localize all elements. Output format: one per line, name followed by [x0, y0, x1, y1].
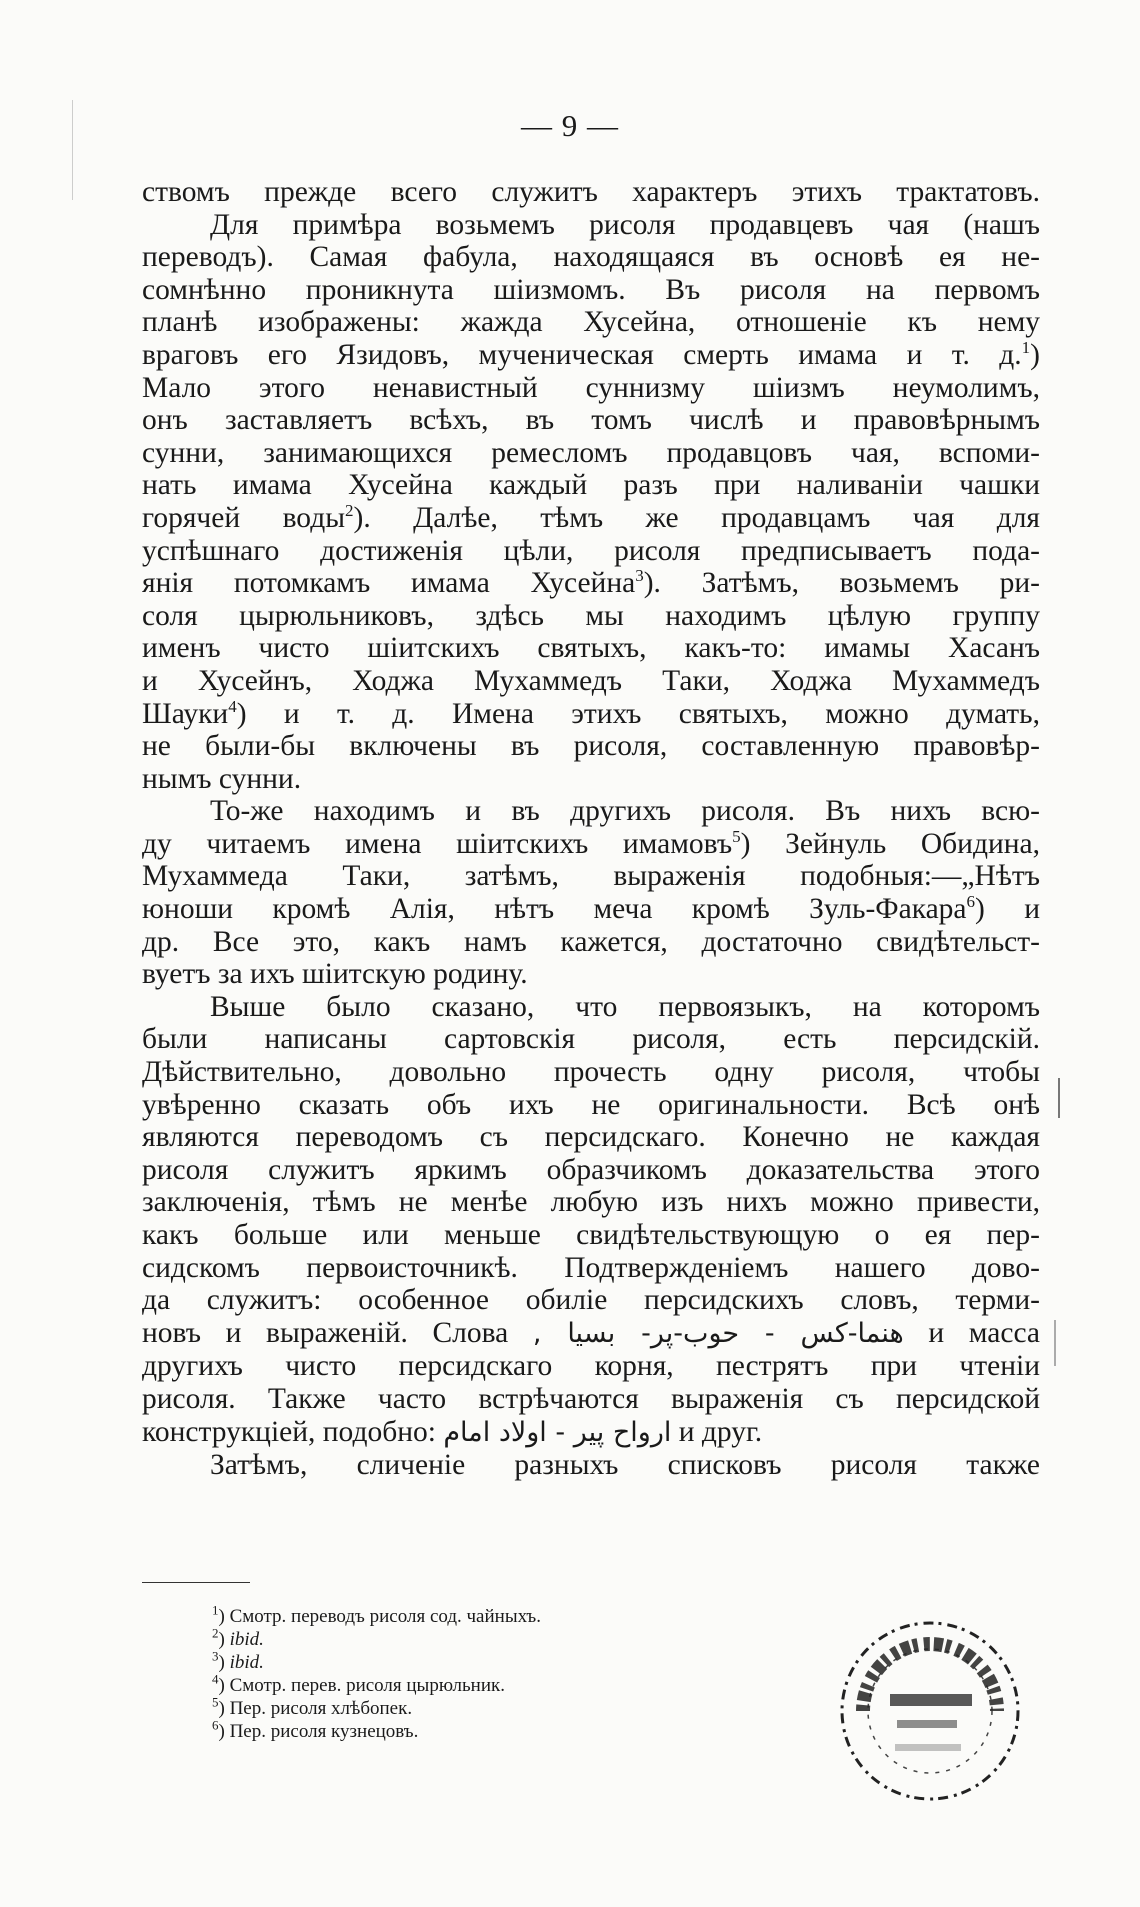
text-fragment: и масса: [928, 1316, 1041, 1349]
footnote-marker: 5: [732, 827, 741, 847]
text-line: да служитъ: особенное обиліе персидскихъ словъ, терми-: [142, 1284, 1040, 1317]
text-line: заключенія, тѣмъ не менѣе любую изъ нихъ можно привести,: [142, 1186, 1040, 1219]
text-line: Мало этого ненавистный суннизму шіизмъ неумолимъ,: [142, 371, 1040, 404]
text-line: [142, 1416, 1040, 1450]
arabic-phrase: ارواح پير - اولاد امام: [443, 1416, 672, 1448]
footnote-text: ibid.: [229, 1629, 264, 1650]
footnote-marker: 4: [228, 696, 237, 716]
text-line: [142, 698, 1040, 731]
text-fragment: ). Далѣе, тѣмъ же продавцамъ чая для: [353, 501, 1041, 534]
text-line: онъ заставляетъ всѣхъ, въ томъ числѣ и правовѣрнымъ: [142, 404, 1040, 437]
text-line: рисоля служитъ яркимъ образчикомъ доказательства этого: [142, 1153, 1040, 1186]
text-fragment: ). Затѣмъ, возьмемъ ри-: [643, 567, 1040, 600]
footnote: $^6$) Пер. рисоля кузнецовъ.: [212, 1717, 419, 1742]
text-line: являются переводомъ съ персидскаго. Конечно не каждая: [142, 1121, 1040, 1154]
text-fragment: ду читаемъ имена шіитскихъ имамовъ: [142, 827, 733, 860]
text-line: [142, 893, 1040, 926]
text-line: вуетъ за ихъ шіитскую родину.: [142, 958, 528, 991]
footnote-number: 1: [212, 1602, 219, 1618]
text-line: увѣренно сказать объ ихъ не оригинальности. Всѣ онѣ: [142, 1088, 1040, 1121]
text-line: [142, 567, 1040, 600]
text-line: Для примѣра возьмемъ рисоля продавцевъ чая (нашъ: [210, 208, 1040, 241]
text-fragment: конструкціей, подобно:: [142, 1415, 436, 1448]
text-line: [142, 502, 1040, 535]
footnote-number: 6: [212, 1717, 219, 1733]
text-line: не были-бы включены въ рисоля, составленную правовѣр-: [142, 730, 1040, 763]
text-line: [142, 828, 1040, 861]
text-fragment: янія потомкамъ имама Хусейна: [142, 567, 636, 600]
margin-mark: [72, 100, 73, 200]
stamp-center-smudge: [895, 1744, 961, 1751]
text-line: ствомъ прежде всего служитъ характеръ этихъ трактатовъ.: [142, 176, 1040, 208]
footnote-divider: [142, 1582, 250, 1583]
text-line: другихъ чисто персидскаго корня, пестрятъ при чтеніи: [142, 1350, 1040, 1383]
footnote-marker: 6: [966, 892, 976, 912]
text-line: какъ больше или меньше свидѣтельствующую о ея пер-: [142, 1219, 1040, 1251]
arabic-words: هنما-كس - حوب-پر- بسيا ,: [532, 1317, 904, 1349]
footnote-marker: 3: [635, 566, 644, 586]
text-fragment: Шауки: [142, 697, 229, 730]
text-fragment: и друг.: [678, 1415, 763, 1448]
footnote: $^2$) ibid.: [212, 1625, 264, 1650]
text-fragment: горячей воды: [142, 501, 346, 534]
text-line: сунни, занимающихся ремесломъ продавцовъ чая, вспоми-: [142, 436, 1040, 469]
text-line: рисоля. Также часто встрѣчаются выраженія съ персидской: [142, 1382, 1040, 1415]
page-number: — 9 —: [521, 108, 619, 143]
text-line: [142, 1317, 1040, 1351]
text-line: переводъ). Самая фабула, находящаяся въ основѣ ея не-: [142, 241, 1040, 274]
footnote-text: Смотр. переводъ рисоля сод. чайныхъ.: [229, 1606, 541, 1627]
footnote-text: Смотр. перев. рисоля цырюльник.: [229, 1675, 506, 1696]
text-fragment: юноши кромѣ Алія, нѣтъ меча кромѣ Зуль-Факара: [142, 893, 967, 926]
library-stamp: [835, 1616, 1025, 1806]
text-fragment: новъ и выраженій. Слова: [142, 1316, 509, 1349]
margin-mark: [1058, 1078, 1060, 1118]
footnote-number: 5: [212, 1694, 219, 1710]
margin-mark: [1054, 1320, 1056, 1366]
footnote-marker: 1: [1021, 338, 1031, 358]
footnote: $^5$) Пер. рисоля хлѣбопек.: [212, 1694, 413, 1719]
text-line: сомнѣнно проникнута шіизмомъ. Въ рисоля на первомъ: [142, 273, 1040, 306]
text-line: соля цырюльниковъ, здѣсь мы находимъ цѣлую группу: [142, 599, 1040, 632]
text-line: Дѣйствительно, довольно прочесть одну рисоля, чтобы: [142, 1056, 1040, 1089]
text-fragment: ) Зейнуль Обидина,: [740, 827, 1040, 860]
footnote-text: Пер. рисоля кузнецовъ.: [229, 1721, 419, 1742]
text-line: Выше было сказано, что первоязыкъ, на которомъ: [210, 990, 1040, 1023]
footnote-number: 3: [212, 1648, 219, 1664]
stamp-center-smudge: [890, 1694, 972, 1706]
footnote: $^1$) Смотр. переводъ рисоля сод. чайныхъ.: [212, 1602, 541, 1627]
text-line: сидскомъ первоисточникѣ. Подтвержденіемъ нашего дово-: [142, 1251, 1040, 1284]
text-line: Мухаммеда Таки, затѣмъ, выраженія подобныя:—„Нѣтъ: [142, 860, 1040, 893]
text-fragment: ) и т. д. Имена этихъ святыхъ, можно думать,: [236, 697, 1040, 730]
footnote: $^3$) ibid.: [212, 1648, 264, 1673]
footnote-marker: 2: [345, 501, 354, 521]
footnote-text: Пер. рисоля хлѣбопек.: [229, 1698, 413, 1719]
text-line: нать имама Хусейна каждый разъ при наливаніи чашки: [142, 469, 1040, 502]
stamp-center-smudge: [897, 1720, 957, 1728]
text-line: были написаны сартовскія рисоля, есть персидскій.: [142, 1023, 1040, 1056]
text-fragment: ) и: [975, 893, 1040, 926]
text-line: и Хусейнъ, Ходжа Мухаммедъ Таки, Ходжа Мухаммедъ: [142, 664, 1040, 697]
footnote-text: ibid.: [229, 1652, 264, 1673]
text-line: То-же находимъ и въ другихъ рисоля. Въ нихъ всю-: [210, 795, 1040, 828]
text-line: нымъ сунни.: [142, 762, 302, 795]
text-line: др. Все это, какъ намъ кажется, достаточно свидѣтельст-: [142, 925, 1040, 958]
footnote-number: 4: [212, 1671, 219, 1687]
text-line: Затѣмъ, сличеніе разныхъ списковъ рисоля также: [210, 1449, 1040, 1482]
body-text: [142, 176, 1040, 1482]
text-line: успѣшнаго достиженія цѣли, рисоля предписываетъ пода-: [142, 534, 1040, 567]
text-fragment: враговъ его Язидовъ, мученическая смерть имама и т. д.: [142, 338, 1022, 371]
text-line: враговъ его Язидовъ, мученическая смерть имама и т. д.$^1$): [142, 338, 1040, 371]
text-line: именъ чисто шіитскихъ святыхъ, какъ-то: имамы Хасанъ: [142, 632, 1040, 665]
text-line: планѣ изображены: жажда Хусейна, отношеніе къ нему: [142, 306, 1040, 339]
footnote: $^4$) Смотр. перев. рисоля цырюльник.: [212, 1671, 506, 1696]
footnote-number: 2: [212, 1625, 219, 1641]
footnotes: [212, 1602, 772, 1743]
